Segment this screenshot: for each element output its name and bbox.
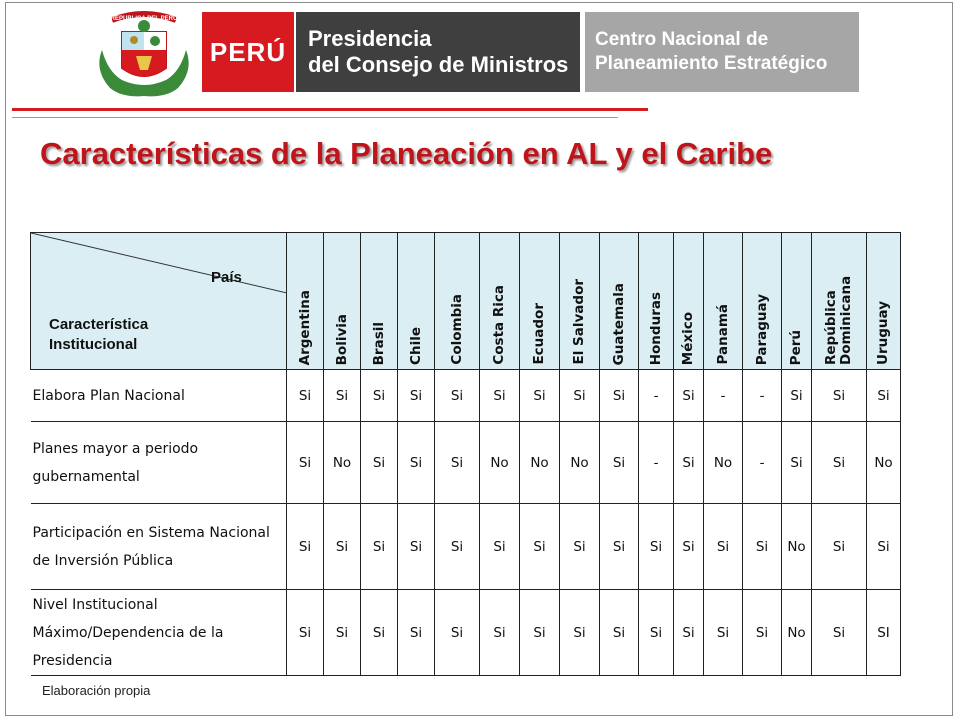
country-header bbox=[704, 233, 743, 370]
table-cell: Si bbox=[398, 370, 435, 422]
row-label: Nivel Institucional Máximo/Dependencia de la Presidencia bbox=[31, 590, 287, 676]
table-cell: Si bbox=[480, 590, 520, 676]
country-header bbox=[639, 233, 674, 370]
header-gray-divider bbox=[12, 117, 618, 118]
country-header-label: México bbox=[680, 311, 696, 365]
country-header-label: República Dominicana bbox=[823, 275, 854, 365]
centro-line2: Planeamiento Estratégico bbox=[595, 53, 828, 74]
country-header-label: Chile bbox=[407, 327, 424, 365]
table-cell: Si bbox=[639, 504, 674, 590]
table-cell: Si bbox=[287, 422, 324, 504]
row-label: Planes mayor a periodo gubernamental bbox=[31, 422, 287, 504]
table-cell: Si bbox=[704, 504, 743, 590]
table-cell: Si bbox=[867, 370, 901, 422]
table-cell: No bbox=[867, 422, 901, 504]
slide-title: Características de la Planeación en AL y el Caribe bbox=[40, 136, 773, 171]
table-cell: No bbox=[782, 590, 812, 676]
country-header-label: Guatemala bbox=[610, 282, 627, 365]
coat-of-arms-caption: REPUBLICA DEL PERU bbox=[110, 16, 178, 22]
country-header-label: Uruguay bbox=[875, 301, 891, 365]
country-header-label: Paraguay bbox=[753, 293, 770, 365]
country-header bbox=[520, 233, 560, 370]
country-header bbox=[674, 233, 704, 370]
country-header-label: Panamá bbox=[714, 304, 731, 365]
table-cell: No bbox=[560, 422, 600, 504]
table-cell: Si bbox=[480, 504, 520, 590]
table-cell: Si bbox=[743, 590, 782, 676]
table-cell: Si bbox=[520, 370, 560, 422]
country-header-label: Costa Rica bbox=[491, 285, 507, 365]
country-header bbox=[480, 233, 520, 370]
corner-country-label: País bbox=[211, 269, 242, 286]
planning-characteristics-table bbox=[30, 232, 901, 676]
table-cell: Si bbox=[560, 504, 600, 590]
table-cell: Si bbox=[782, 422, 812, 504]
table-cell: Si bbox=[398, 422, 435, 504]
country-header-label: Ecuador bbox=[531, 303, 547, 365]
country-header bbox=[867, 233, 901, 370]
country-header-label: El Salvador bbox=[571, 279, 587, 365]
table-cell: Si bbox=[600, 370, 639, 422]
table-cell: No bbox=[782, 504, 812, 590]
table-cell: Si bbox=[743, 504, 782, 590]
table-cell: Si bbox=[812, 590, 867, 676]
table-cell: Si bbox=[361, 504, 398, 590]
source-note: Elaboración propia bbox=[42, 683, 151, 698]
table-cell: Si bbox=[520, 504, 560, 590]
table-cell: Si bbox=[324, 590, 361, 676]
table-cell: No bbox=[480, 422, 520, 504]
country-header bbox=[287, 233, 324, 370]
country-header-label: Argentina bbox=[296, 289, 313, 365]
table-cell: Si bbox=[560, 590, 600, 676]
table-row bbox=[31, 370, 901, 422]
table-cell: Si bbox=[435, 590, 480, 676]
country-header bbox=[782, 233, 812, 370]
table-cell: Si bbox=[324, 370, 361, 422]
country-header bbox=[560, 233, 600, 370]
peru-brand-box bbox=[202, 12, 294, 92]
peru-label: PERÚ bbox=[209, 36, 287, 67]
country-header-label: Colombia bbox=[448, 294, 465, 365]
table-cell: Si bbox=[704, 590, 743, 676]
table-cell: Si bbox=[639, 590, 674, 676]
table-cell: Si bbox=[361, 370, 398, 422]
table-cell: Si bbox=[674, 590, 704, 676]
table-cell: Si bbox=[867, 504, 901, 590]
country-header bbox=[324, 233, 361, 370]
table-row bbox=[31, 504, 901, 590]
table-cell: - bbox=[704, 370, 743, 422]
header-red-divider bbox=[12, 108, 648, 111]
table-cell: Si bbox=[812, 370, 867, 422]
presidencia-brand-box bbox=[296, 12, 580, 92]
presidencia-line1: Presidencia bbox=[308, 26, 432, 51]
table-cell: Si bbox=[812, 422, 867, 504]
country-header bbox=[361, 233, 398, 370]
country-header bbox=[435, 233, 480, 370]
table-cell: Si bbox=[287, 370, 324, 422]
table-cell: Si bbox=[287, 590, 324, 676]
table-cell: Si bbox=[435, 370, 480, 422]
country-header-label: Honduras bbox=[647, 291, 664, 365]
row-label: Elabora Plan Nacional bbox=[31, 370, 287, 422]
table-cell: Si bbox=[398, 590, 435, 676]
table-cell: Si bbox=[361, 422, 398, 504]
table-cell: - bbox=[639, 422, 674, 504]
table-cell: SI bbox=[867, 590, 901, 676]
table-cell: Si bbox=[812, 504, 867, 590]
table-cell: - bbox=[639, 370, 674, 422]
country-header-label: Perú bbox=[788, 329, 804, 365]
table-corner-header bbox=[31, 233, 287, 370]
table-cell: No bbox=[704, 422, 743, 504]
table-cell: Si bbox=[600, 422, 639, 504]
table-cell: Si bbox=[324, 504, 361, 590]
table-cell: Si bbox=[560, 370, 600, 422]
table-cell: Si bbox=[287, 504, 324, 590]
table-cell: No bbox=[520, 422, 560, 504]
table-cell: Si bbox=[782, 370, 812, 422]
coat-of-arms-icon bbox=[92, 10, 196, 100]
corner-feature-line1: Característica bbox=[49, 316, 149, 333]
table-cell: Si bbox=[600, 590, 639, 676]
table-cell: Si bbox=[480, 370, 520, 422]
centro-line1: Centro Nacional de bbox=[595, 29, 769, 50]
corner-feature-label bbox=[49, 315, 148, 355]
table-cell: Si bbox=[674, 422, 704, 504]
centro-brand-box bbox=[585, 12, 859, 92]
table-cell: Si bbox=[435, 422, 480, 504]
table-cell: Si bbox=[520, 590, 560, 676]
table-cell: Si bbox=[600, 504, 639, 590]
table-cell: No bbox=[324, 422, 361, 504]
presidencia-line2: del Consejo de Ministros bbox=[308, 52, 569, 77]
country-header-label: Bolivia bbox=[333, 313, 350, 365]
table-row bbox=[31, 422, 901, 504]
table-row bbox=[31, 590, 901, 676]
table-cell: Si bbox=[674, 370, 704, 422]
country-header bbox=[743, 233, 782, 370]
country-header-label: Brasil bbox=[370, 321, 387, 365]
table-cell: Si bbox=[361, 590, 398, 676]
country-header bbox=[398, 233, 435, 370]
country-header bbox=[600, 233, 639, 370]
table-cell: - bbox=[743, 422, 782, 504]
table-cell: Si bbox=[398, 504, 435, 590]
row-label: Participación en Sistema Nacional de Inversión Pública bbox=[31, 504, 287, 590]
table-cell: Si bbox=[674, 504, 704, 590]
table-cell: - bbox=[743, 370, 782, 422]
country-header bbox=[812, 233, 867, 370]
corner-feature-line2: Institucional bbox=[49, 336, 138, 353]
table-cell: Si bbox=[435, 504, 480, 590]
